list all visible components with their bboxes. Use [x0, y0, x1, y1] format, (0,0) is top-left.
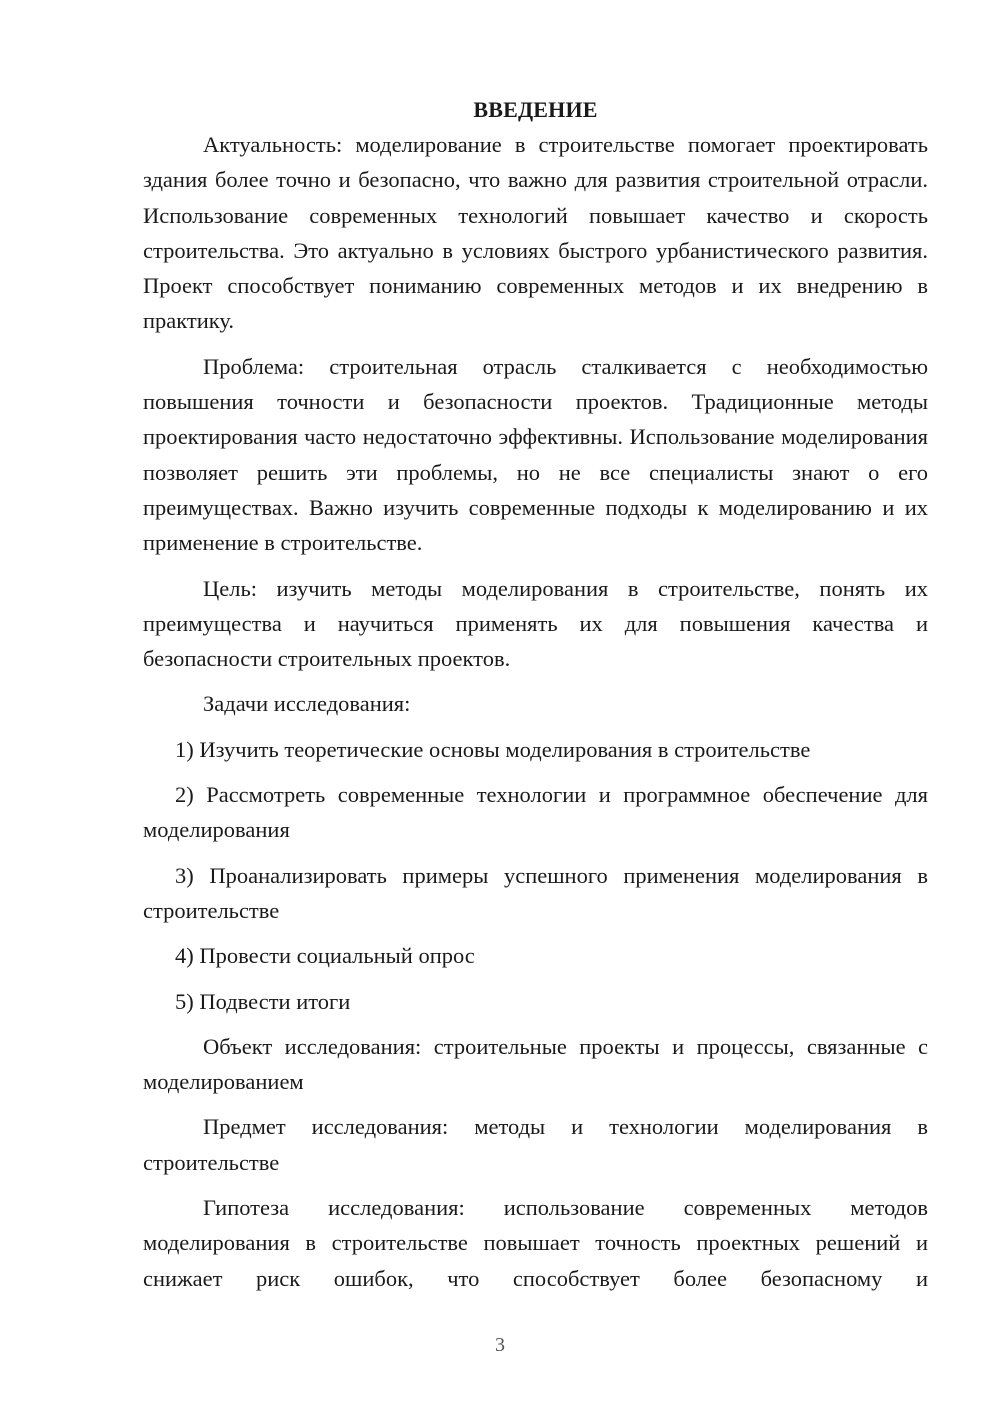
paragraph-relevance: Актуальность: моделирование в строительстве помогает проектировать здания более точно и безопасно, что важно для развития строительной отрасли. Использование современных технологий повышает качество и скорость строительства. Это актуально в условиях быстрого урбанистического развития. Проект способствует пониманию современных методов и их внедрению в практику. — [143, 132, 928, 334]
task-item-2: 2) Рассмотреть современные технологии и программное обеспечение для моделирования — [143, 782, 928, 843]
paragraph-hypothesis: Гипотеза исследования: использование современных методов моделирования в строительстве повышает точность проектных решений и снижает риск ошибок, что способствует более безопасному и — [143, 1195, 928, 1291]
paragraph-object: Объект исследования: строительные проекты и процессы, связанные с моделированием — [143, 1033, 928, 1095]
task-item-1: 1) Изучить теоретические основы моделирования в строительстве — [175, 736, 811, 762]
tasks-heading: Задачи исследования: — [203, 691, 411, 717]
task-item-4: 4) Провести социальный опрос — [175, 943, 475, 969]
task-item-5: 5) Подвести итоги — [175, 988, 351, 1014]
task-item-3: 3) Проанализировать примеры успешного применения моделирования в строительстве — [143, 862, 928, 923]
page-number: 3 — [495, 1334, 505, 1356]
paragraph-goal: Цель: изучить методы моделирования в строительстве, понять их преимущества и научиться применять их для повышения качества и безопасности строительных проектов. — [143, 575, 928, 672]
paragraph-subject: Предмет исследования: методы и технологии моделирования в строительстве — [143, 1114, 928, 1175]
paragraph-problem: Проблема: строительная отрасль сталкивается с необходимостью повышения точности и безопасности проектов. Традиционные методы проектирования часто недостаточно эффективны. Использование моделирования позволяет решить эти проблемы, но не все специалисты знают о его преимуществах. Важно изучить современные подходы к моделированию и их применение в строительстве. — [143, 353, 928, 556]
page-title: ВВЕДЕНИЕ — [473, 97, 598, 122]
document-page — [143, 92, 928, 1306]
